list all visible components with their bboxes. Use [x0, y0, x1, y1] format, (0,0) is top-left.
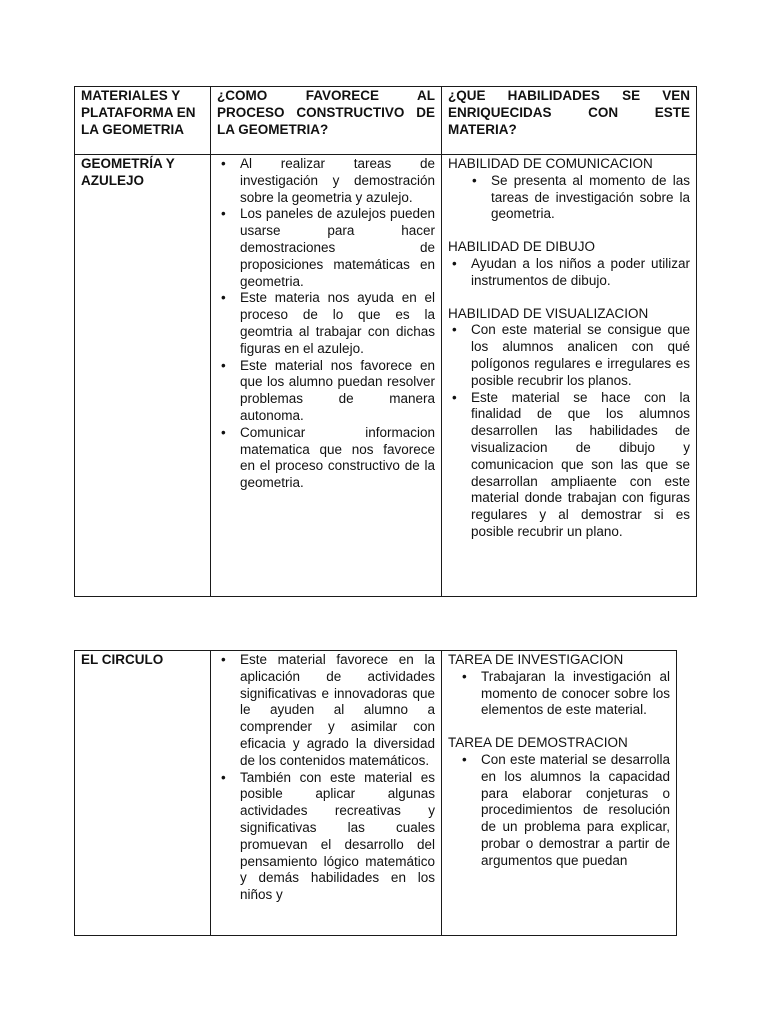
- list-item: • Se presenta al momento de las tareas de investigación sobre la geometria.: [448, 173, 690, 223]
- list-item: • Ayudan a los niños a poder utilizar instrumentos de dibujo.: [448, 256, 690, 290]
- skill-list: [448, 256, 690, 290]
- favorece-cell: [211, 651, 442, 936]
- skill-list: [438, 669, 670, 719]
- skills-table-1: [74, 86, 697, 597]
- header-materiales: MATERIALES Y PLATAFORMA EN LA GEOMETRIA: [75, 87, 211, 155]
- list-item: • También con este material es posible aplicar algunas actividades recreativas y significativas las cuales promuevan el desarrollo del pensamiento lógico matemático y demás habilidades en los niños y: [217, 770, 435, 904]
- list-item: • Comunicar informacion matematica que nos favorece en el proceso constructivo de la geometria.: [217, 425, 435, 492]
- material-cell: EL CIRCULO: [75, 651, 211, 936]
- habilidades-cell: [442, 155, 697, 597]
- list-item: • Con este material se consigue que los alumnos analicen con qué polígonos regulares e irregulares es posible recubrir los planos.: [448, 322, 690, 389]
- list-item: • Los paneles de azulejos pueden usarse para hacer demostraciones de proposiciones matemáticas en geometria.: [217, 206, 435, 290]
- skills-table-2: [74, 650, 677, 936]
- section-title: HABILIDAD DE DIBUJO: [448, 239, 596, 255]
- list-item: • Este material nos favorece en que los alumno puedan resolver problemas de manera autonoma.: [217, 358, 435, 425]
- list-item: • Este material favorece en la aplicación de actividades significativas e innovadoras que le ayuden al alumno a comprender y asimilar con eficacia y agrado la diversidad de los contenidos matemáticos.: [217, 652, 435, 770]
- favorece-list: [217, 156, 435, 492]
- list-item: • Este material se hace con la finalidad de que los alumnos desarrollen las habilidades de visualizacion de dibujo y comunicacion que son las que se desarrollan ampliaente con este material donde trabajan con figuras regulares y al demostrar si es posible recubrir un plano.: [448, 390, 690, 541]
- section-title: HABILIDAD DE COMUNICACION: [448, 156, 653, 171]
- favorece-list: [217, 652, 435, 904]
- header-habilidades: ¿QUE HABILIDADES SE VEN ENRIQUECIDAS CON ESTE MATERIA?: [442, 87, 697, 155]
- table-row: [75, 651, 677, 936]
- habilidades-cell: [442, 651, 677, 936]
- skill-list: [448, 173, 690, 223]
- list-item: • Este materia nos ayuda en el proceso de lo que es la geomtria al trabajar con dichas figuras en el azulejo.: [217, 290, 435, 357]
- section-title: TAREA DE DEMOSTRACION: [448, 735, 628, 751]
- section-title: HABILIDAD DE VISUALIZACION: [448, 305, 649, 321]
- table-row: [75, 155, 697, 597]
- section-title: TAREA DE INVESTIGACION: [448, 652, 624, 667]
- material-cell: GEOMETRÍA Y AZULEJO: [75, 155, 211, 597]
- favorece-cell: [211, 155, 442, 597]
- list-item: • Trabajaran la investigación al momento de conocer sobre los elementos de este material.: [438, 669, 670, 719]
- list-item: • Al realizar tareas de investigación y demostración sobre la geometria y azulejo.: [217, 156, 435, 206]
- skill-list: [448, 322, 690, 540]
- list-item: • Con este material se desarrolla en los alumnos la capacidad para elaborar conjeturas o procedimientos de resolución de un problema para explicar, probar o demostrar a partir de argumentos que puedan: [438, 752, 670, 870]
- table-header-row: [75, 87, 697, 155]
- skill-list: [438, 752, 670, 870]
- header-como-favorece: ¿COMO FAVORECE AL PROCESO CONSTRUCTIVO DE LA GEOMETRIA?: [211, 87, 442, 155]
